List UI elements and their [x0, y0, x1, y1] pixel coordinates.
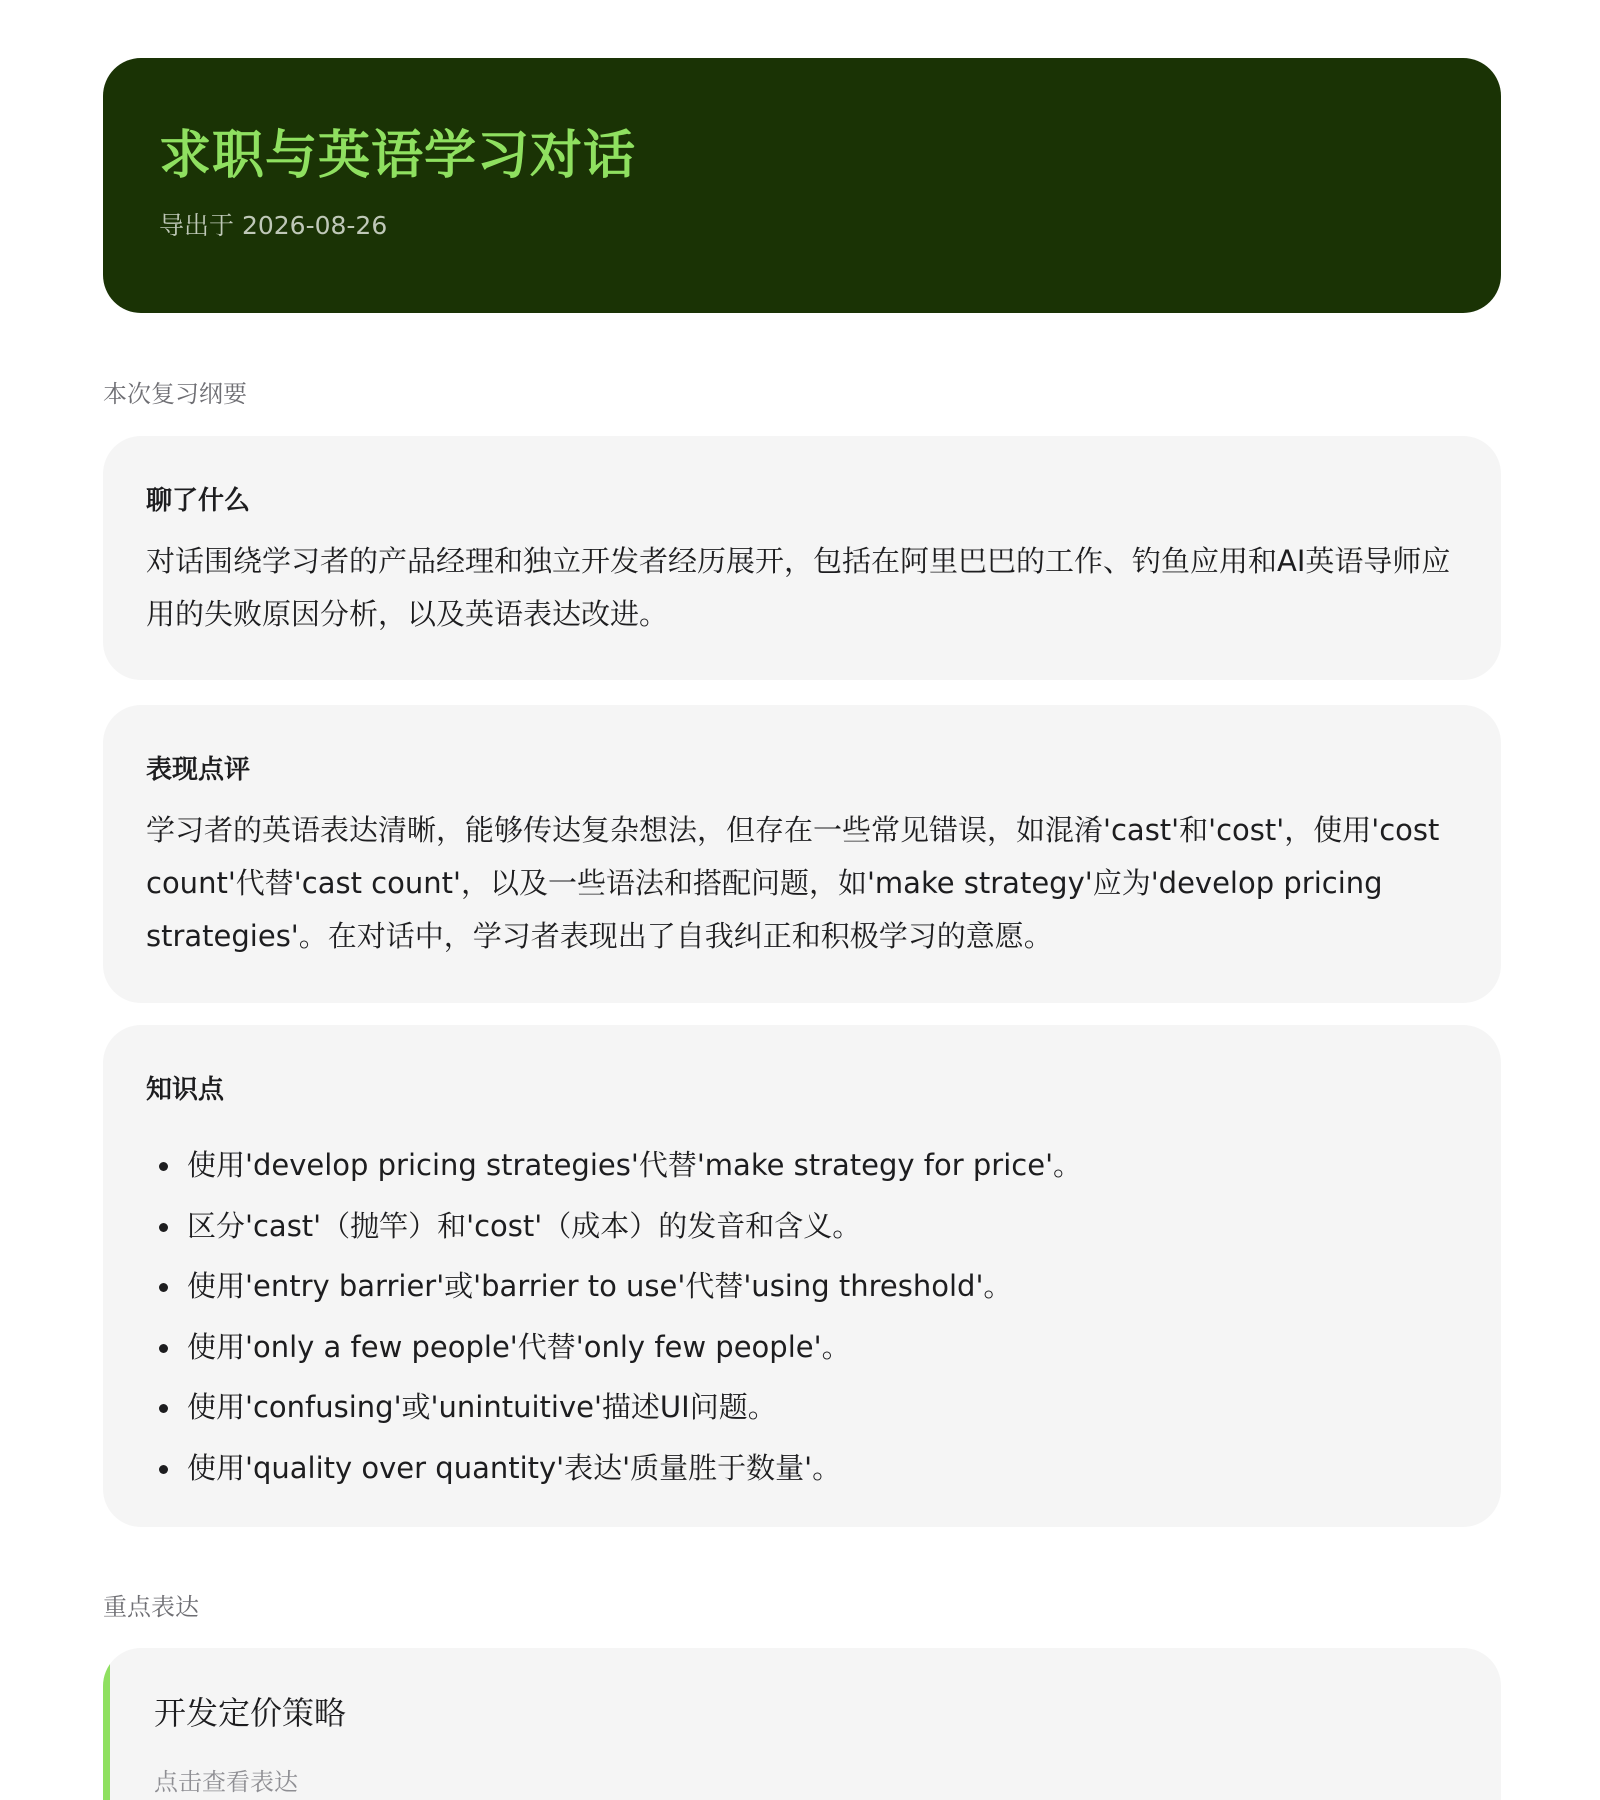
- bullet-icon: [159, 1283, 168, 1292]
- expression-accent-bar: [103, 1648, 110, 1800]
- key-expressions-section-label: 重点表达: [103, 1593, 199, 1621]
- list-item: [146, 1135, 1466, 1196]
- bullet-icon: [159, 1223, 168, 1232]
- knowledge-card: [103, 1025, 1501, 1527]
- reveal-expression-link[interactable]: 点击查看表达: [154, 1768, 298, 1796]
- knowledge-item-text: 使用'entry barrier'或'barrier to use'代替'using threshold'。: [187, 1269, 1013, 1303]
- review-section-label: 本次复习纲要: [103, 380, 247, 408]
- knowledge-item-text: 使用'develop pricing strategies'代替'make strategy for price'。: [187, 1148, 1083, 1182]
- list-item: [146, 1256, 1466, 1317]
- evaluation-card: [103, 705, 1501, 1003]
- knowledge-item-text: 使用'confusing'或'unintuitive'描述UI问题。: [187, 1390, 777, 1424]
- page-title: 求职与英语学习对话: [159, 126, 637, 186]
- bullet-icon: [159, 1404, 168, 1413]
- bullet-icon: [159, 1162, 168, 1171]
- knowledge-item-text: 使用'quality over quantity'表达'质量胜于数量'。: [187, 1450, 842, 1485]
- expression-card[interactable]: [103, 1648, 1501, 1800]
- summary-title: 聊了什么: [146, 486, 251, 516]
- knowledge-item-text: 区分'cast'（抛竿）和'cost'（成本）的发音和含义。: [187, 1208, 862, 1243]
- list-item: [146, 1438, 1466, 1499]
- export-date: 导出于 2026-08-26: [159, 211, 388, 240]
- knowledge-title: 知识点: [146, 1075, 225, 1105]
- expression-title: 开发定价策略: [154, 1694, 347, 1732]
- bullet-icon: [159, 1344, 168, 1353]
- list-item: [146, 1377, 1466, 1438]
- knowledge-item-text: 使用'only a few people'代替'only few people'。: [187, 1329, 851, 1364]
- list-item: [146, 1317, 1466, 1378]
- header-banner: [103, 58, 1501, 313]
- evaluation-body: 学习者的英语表达清晰，能够传达复杂想法，但存在一些常见错误，如混淆'cast'和'cost'，使用'cost count'代替'cast count'，以及一些语法和搭配问题，如'make strategy'应为'develop pricing strategies'。在对话中，学习者表现出了自我纠正和积极学习的意愿。: [146, 813, 1440, 953]
- bullet-icon: [159, 1465, 168, 1474]
- evaluation-title: 表现点评: [146, 755, 251, 785]
- summary-card: [103, 436, 1501, 680]
- knowledge-list: [146, 1135, 1466, 1498]
- list-item: [146, 1196, 1466, 1257]
- summary-body: 对话围绕学习者的产品经理和独立开发者经历展开，包括在阿里巴巴的工作、钓鱼应用和AI英语导师应用的失败原因分析，以及英语表达改进。: [146, 544, 1451, 631]
